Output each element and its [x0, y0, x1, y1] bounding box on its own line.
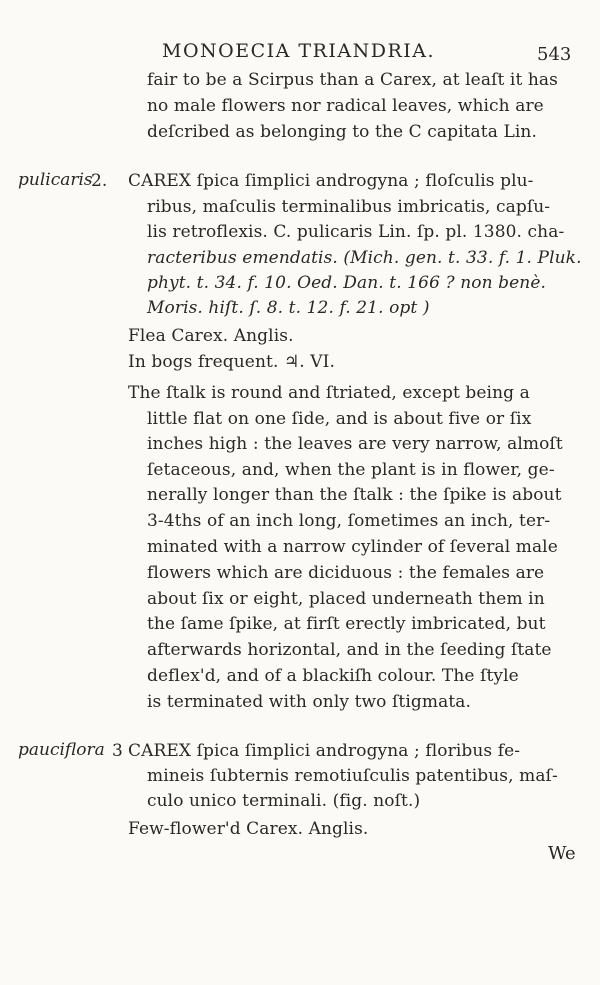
margin-species-name: pulicaris: [18, 170, 93, 190]
page-number: 543: [537, 44, 572, 65]
margin-species-name: pauciflora: [18, 740, 105, 760]
diagnosis-line: culo unico terminali. (fig. noſt.): [147, 791, 421, 811]
entry-number: 2.: [91, 171, 108, 191]
entry-number: 3: [112, 741, 123, 761]
diagnosis-line: racteribus emendatis. (Mich. gen. t. 33. f. 1. Pluk.: [147, 248, 582, 268]
continuation-line: fair to be a Scirpus than a Carex, at leaſt it has: [147, 70, 558, 90]
description-line: about ſix or eight, placed underneath them in: [147, 589, 545, 609]
description-line: is terminated with only two ſtigmata.: [147, 692, 471, 712]
description-line: ſetaceous, and, when the plant is in flower, ge-: [147, 460, 555, 480]
habitat: In bogs frequent. ♃. VI.: [128, 352, 335, 372]
diagnosis-line: ribus, maſculis terminalibus imbricatis, capſu-: [147, 197, 551, 217]
description-line: the ſame ſpike, at firſt erectly imbricated, but: [147, 614, 546, 634]
description-line: nerally longer than the ſtalk : the ſpike is about: [147, 485, 562, 505]
description-line: inches high : the leaves are very narrow, almoſt: [147, 434, 563, 454]
description-line: flowers which are diciduous : the females are: [147, 563, 545, 583]
description-line: little flat on one ſide, and is about five or ſix: [147, 409, 532, 429]
diagnosis-line: phyt. t. 34. f. 10. Oed. Dan. t. 166 ? non benè.: [147, 273, 546, 293]
description-line: minated with a narrow cylinder of ſeveral male: [147, 537, 558, 557]
continuation-line: deſcribed as belonging to the C capitata Lin.: [147, 122, 537, 142]
description-line: The ſtalk is round and ſtriated, except being a: [128, 383, 530, 403]
english-name: Flea Carex. Anglis.: [128, 326, 294, 346]
description-line: afterwards horizontal, and in the ſeeding ſtate: [147, 640, 552, 660]
diagnosis-line: CAREX ſpica ſimplici androgyna ; floſculis plu-: [128, 171, 534, 191]
continuation-line: no male flowers nor radical leaves, which are: [147, 96, 544, 116]
diagnosis-line: mineis ſubternis remotiuſculis patentibus, maſ-: [147, 766, 558, 786]
diagnosis-line: Moris. hiſt. ſ. 8. t. 12. f. 21. opt ): [147, 298, 430, 318]
description-line: 3-4ths of an inch long, ſometimes an inch, ter-: [147, 511, 551, 531]
diagnosis-line: lis retroflexis. C. pulicaris Lin. ſp. pl. 1380. cha-: [147, 222, 565, 242]
catchword: We: [548, 843, 576, 864]
running-title: MONOECIA TRIANDRIA.: [162, 40, 436, 62]
english-name: Few-flower'd Carex. Anglis.: [128, 819, 369, 839]
diagnosis-line: CAREX ſpica ſimplici androgyna ; floribus fe-: [128, 741, 521, 761]
description-line: deflex'd, and of a blackiſh colour. The ſtyle: [147, 666, 519, 686]
